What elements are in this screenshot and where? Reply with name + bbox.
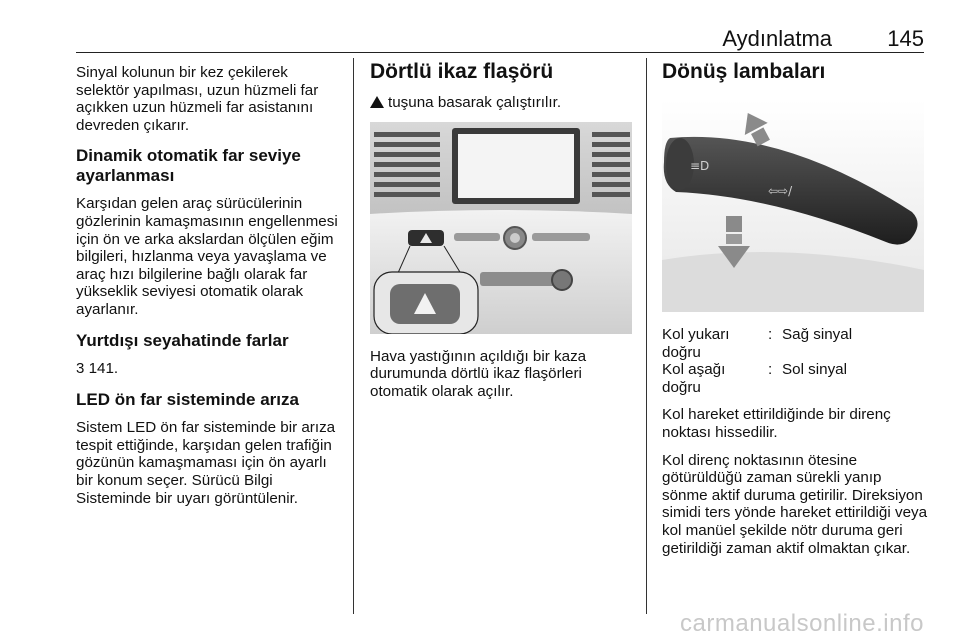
page-reference xyxy=(76,360,338,378)
paragraph-resistance: Kol hareket ettirildiğinde bir direnç noktası hissedilir. xyxy=(662,406,891,441)
paragraph-dynamic-leveling: Karşıdan gelen araç sürücülerinin gözlerinin kamaşmasının engellenmesi için ön ve arka akslardan ölçülen eğim bilgileri, hızlanma veya yavaşlama ve araç hızı bilgilerine bağlı olarak far yükseklik seviyesi otomatik olarak ayarlanır. xyxy=(76,195,338,318)
column-divider xyxy=(353,58,354,614)
table-separator: : xyxy=(768,326,773,343)
reference-page-link[interactable]: 141. xyxy=(88,360,119,378)
heading-dynamic-leveling: Dinamik otomatik far seviye ayarlanması xyxy=(76,146,301,185)
column-divider xyxy=(646,58,647,614)
dashboard-hazard-button-illustration xyxy=(370,122,632,334)
column-1 xyxy=(76,60,338,517)
svg-text:⇦⇨/: ⇦⇨/ xyxy=(768,184,793,198)
page-header xyxy=(76,26,924,53)
section-title: Aydınlatma xyxy=(722,26,832,51)
heading-abroad: Yurtdışı seyahatinde farlar xyxy=(76,330,289,350)
table-value: Sağ sinyal xyxy=(782,326,853,343)
intro-paragraph: Sinyal kolunun bir kez çekilerek selektör yapılması, uzun hüzmeli far açıkken uzun hüzmeli far asistanını devreden çıkarır. xyxy=(76,64,319,134)
hazard-airbag-caption: Hava yastığının açıldığı bir kaza durumunda dörtlü ikaz flaşörleri otomatik olarak açılır. xyxy=(370,347,587,400)
table-key: Kol aşağı doğru xyxy=(662,361,726,396)
column-3 xyxy=(662,60,930,567)
reference-arrow-icon: 3 xyxy=(76,360,85,378)
paragraph-led-fault: Sistem LED ön far sisteminde bir arıza tespit ettiğinde, karşıdan gelen trafiğin gözünün kamaşmaması için ön ayarlı bir konum seçer. Sürücü Bilgi Sisteminde bir uyarı görüntülenir. xyxy=(76,419,336,507)
column-2 xyxy=(370,60,632,410)
heading-led-fault: LED ön far sisteminde arıza xyxy=(76,389,299,409)
table-row xyxy=(662,361,930,396)
hazard-instruction xyxy=(370,94,632,112)
turn-signal-lever-illustration xyxy=(662,100,924,312)
heading-hazard-flashers: Dörtlü ikaz flaşörü xyxy=(370,60,554,83)
hazard-instruction-text: tuşuna basarak çalıştırılır. xyxy=(388,94,562,111)
table-separator: : xyxy=(768,361,773,379)
heading-turn-signals: Dönüş lambaları xyxy=(662,60,826,83)
page-number: 145 xyxy=(887,26,924,51)
table-key: Kol yukarı doğru xyxy=(662,326,730,361)
table-row xyxy=(662,326,930,361)
hazard-triangle-icon xyxy=(370,96,384,108)
svg-text:≡D: ≡D xyxy=(690,159,710,173)
table-value: Sol sinyal xyxy=(782,361,847,379)
turn-signal-table xyxy=(662,326,930,396)
paragraph-continuous-flash: Kol direnç noktasının ötesine götürüldüğü zaman sürekli yanıp sönme aktif duruma getirilir. Direksiyon simidi ters yönde hareket ettirildiği veya kol manüel şekilde nötr duruma geri getirildiği zaman aktif olmaktan çıkar. xyxy=(662,451,928,557)
watermark: carmanualsonline.info xyxy=(680,610,924,637)
